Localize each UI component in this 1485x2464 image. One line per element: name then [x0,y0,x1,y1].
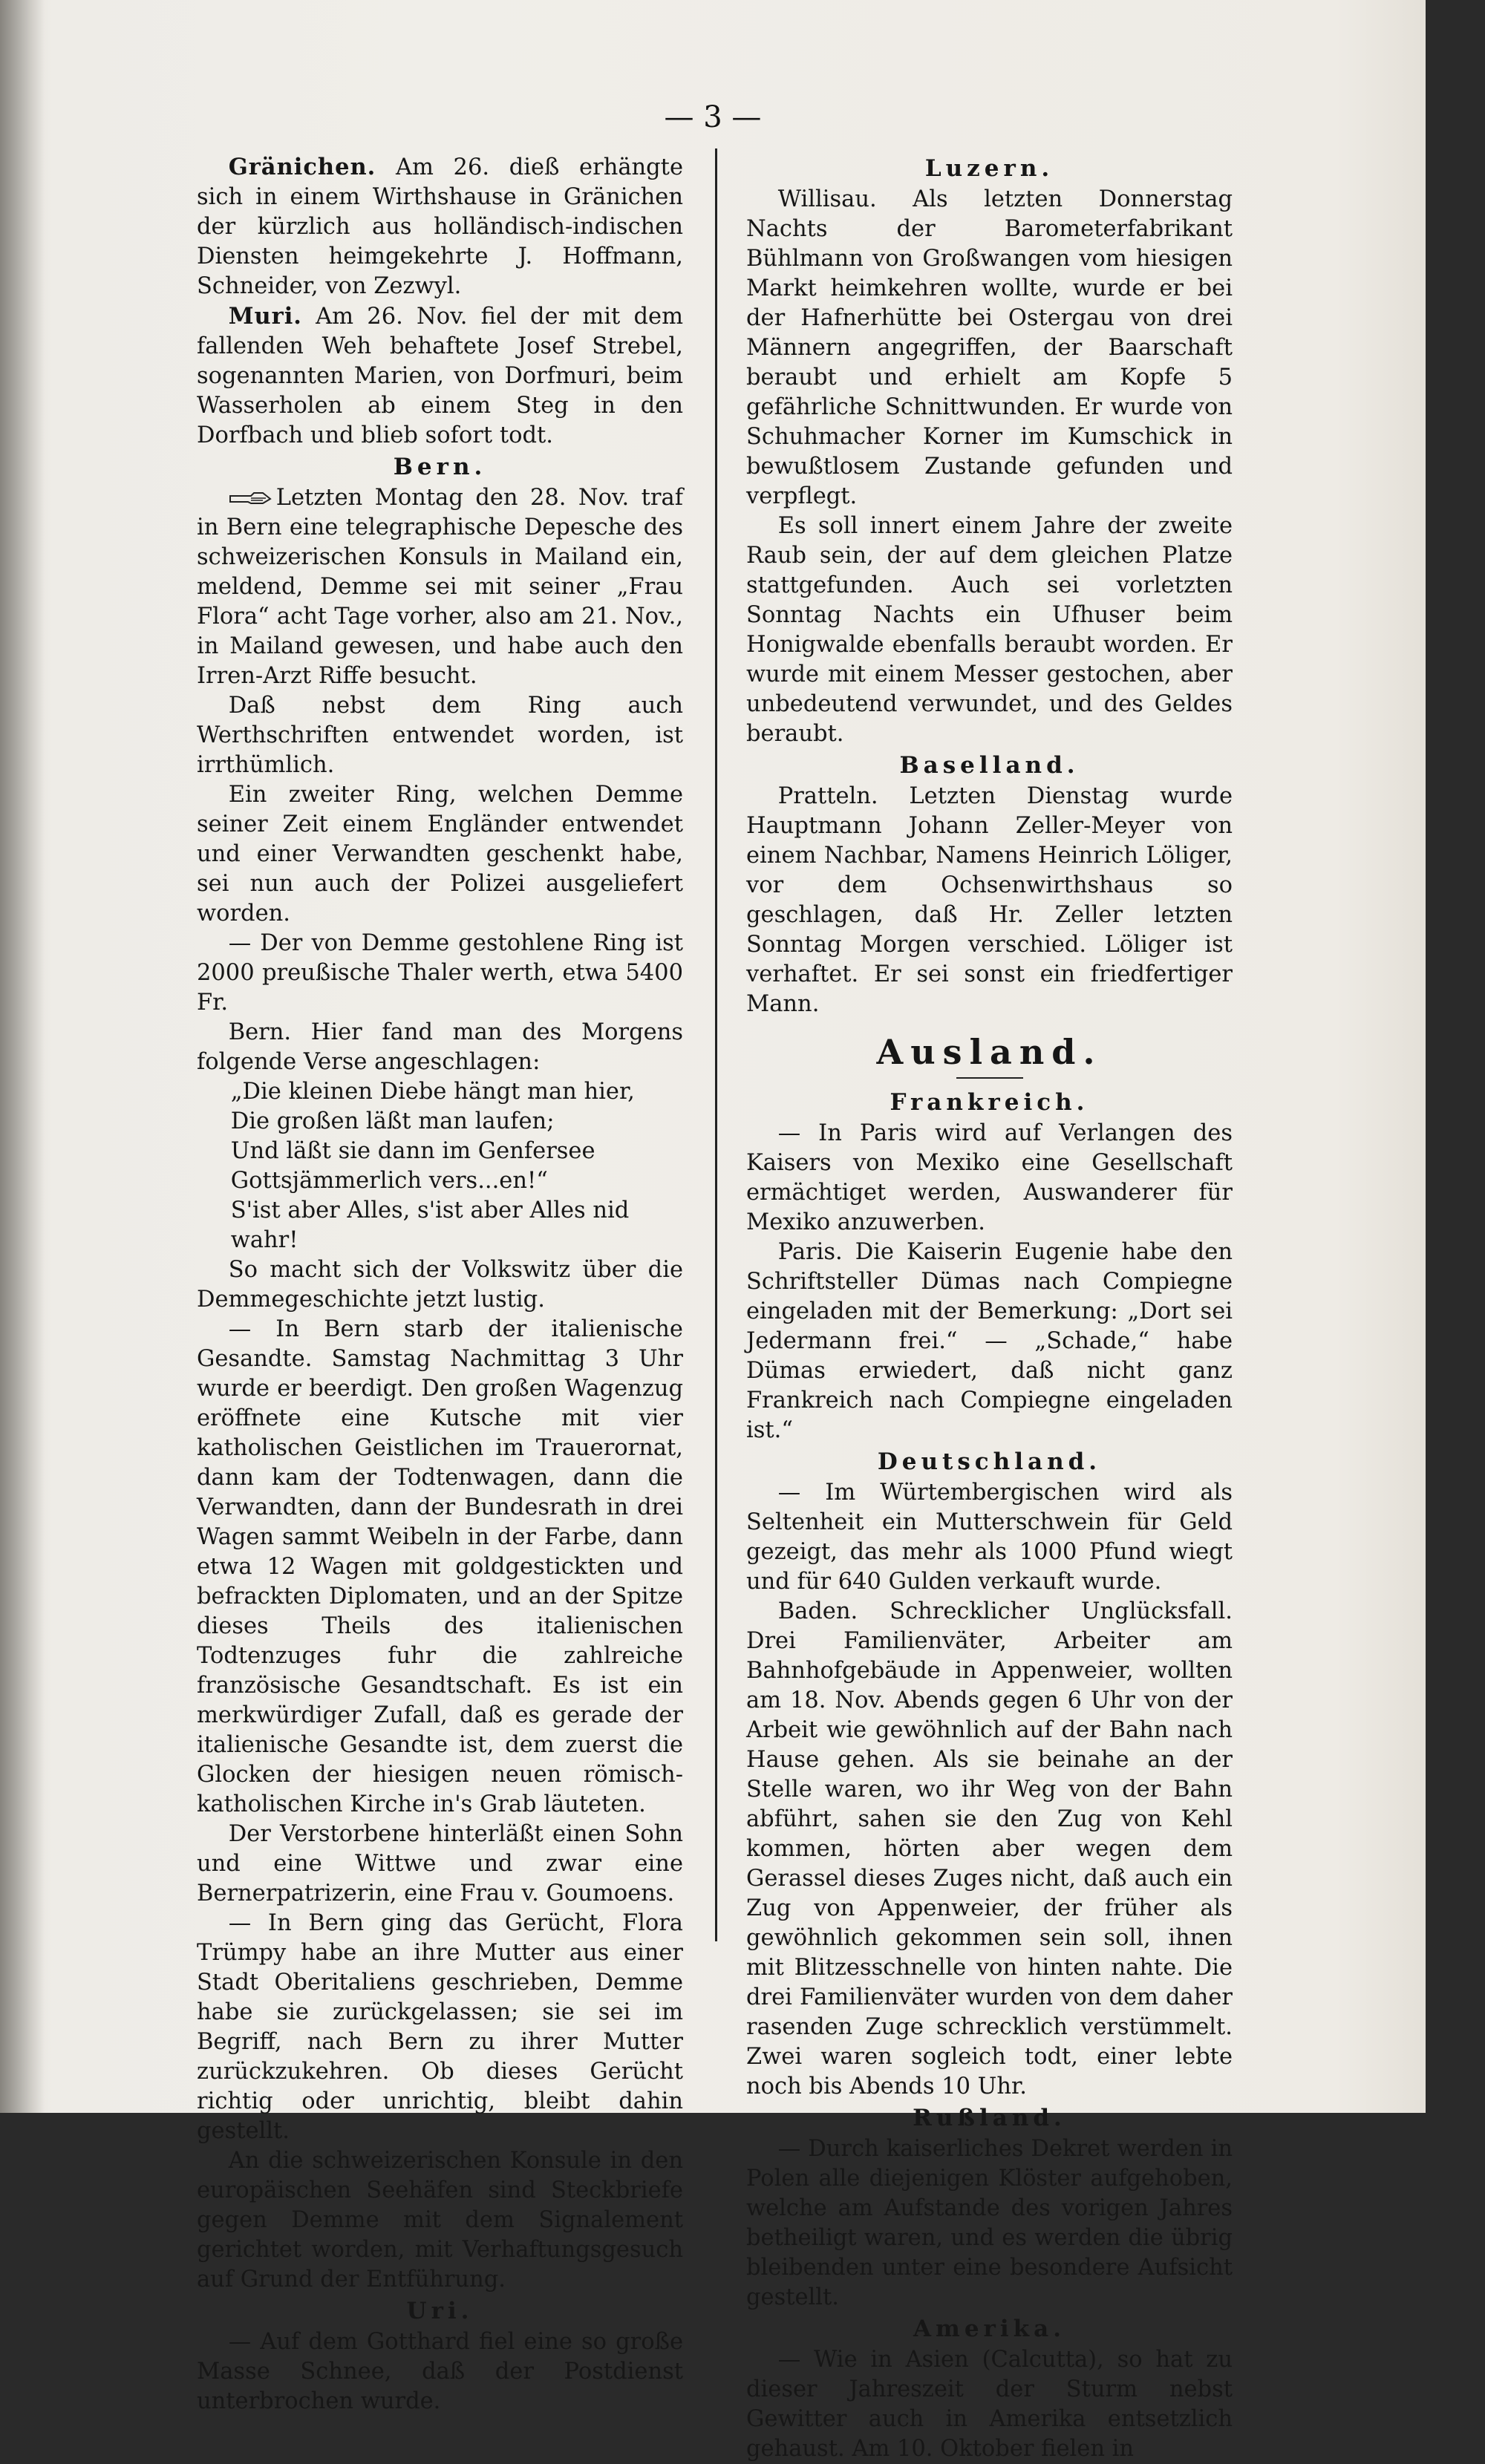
section-heading-bern: Bern. [393,454,487,480]
verse-block [197,1077,683,1255]
place-graenichen: Gränichen. [228,154,376,180]
russland-paragraph: — Durch kaiserliches Dekret werden in Polen alle diejenigen Klöster aufgehoben, welche am Aufstande des vorigen Jahres betheiligt waren, und es werden die übrig bleibenden unter eine besondere Aufsicht gestellt. [746,2136,1233,2310]
bern-paragraph: — In Bern ging das Gerücht, Flora Trümpy habe an ihre Mutter aus einer Stadt Oberitaliens geschrieben, Demme habe sie zurückgelassen; sie sei im Begriff, nach Bern zu ihrer Mutter zurückzukehren. Ob dieses Gerücht richtig oder unrichtig, bleibt dahin gestellt. [197,1910,683,2144]
section-heading-uri: Uri. [406,2298,474,2324]
amerika-paragraph: — Wie in Asien (Calcutta), so hat zu dieser Jahreszeit der Sturm nebst Gewitter auch in Amerika entsetzlich gehaust. Am 10. Oktober fielen in [746,2347,1233,2462]
graenichen-article [197,152,683,301]
frankreich-paragraph: Paris. Die Kaiserin Eugenie habe den Schriftsteller Dümas nach Compiegne eingeladen mit der Bemerkung: „Dort sei Jedermann frei.“ — „Schade,“ habe Dümas erwiedert, daß nicht ganz Frankreich nach Compiegne eingeladen ist.“ [746,1239,1233,1443]
bern-paragraph: So macht sich der Volkswitz über die Demmegeschichte jetzt lustig. [197,1257,683,1313]
uri-paragraph: — Auf dem Gotthard fiel eine so große Masse Schnee, daß der Postdienst unterbrochen wurde. [197,2329,683,2414]
article-text: Am 26. dieß erhängte sich in einem Wirthshause in Gränichen der kürzlich aus holländisch-indischen Diensten heimgekehrte J. Hoffmann, Schneider, von Zezwyl. [197,154,683,299]
article-text: Am 26. Nov. fiel der mit dem fallenden Weh behaftete Josef Strebel, sogenannten Marien, von Dorfmuri, beim Wasserholen ab einem Steg in den Dorfbach und blieb sofort todt. [197,304,683,448]
heading-rule [956,1077,1023,1079]
pointing-hand-icon [229,491,272,506]
section-heading-deutschland: Deutschland. [877,1448,1102,1475]
verse-line: S'ist aber Alles, s'ist aber Alles nid wahr! [230,1197,630,1253]
section-heading-frankreich: Frankreich. [890,1089,1089,1116]
bern-paragraph [197,483,683,691]
page-number: — 3 — [664,100,762,134]
left-column [197,152,683,2416]
bern-paragraph: Der Verstorbene hinterläßt einen Sohn und eine Wittwe und zwar eine Bernerpatrizerin, eine Frau v. Goumoens. [197,1821,683,1906]
bern-paragraph: Ein zweiter Ring, welchen Demme seiner Zeit einem Engländer entwendet und einer Verwandten geschenkt habe, sei nun auch der Polizei ausgeliefert worden. [197,782,683,927]
luzern-paragraph: Es soll innert einem Jahre der zweite Raub sein, der auf dem gleichen Platze stattgefunden. Auch sei vorletzten Sonntag Nachts ein Ufhuser beim Honigwalde ebenfalls beraubt worden. Er wurde mit einem Messer gestochen, aber unbedeutend verwundet, und des Geldes beraubt. [746,513,1233,747]
place-muri: Muri. [228,303,302,330]
bern-paragraph: — In Bern starb der italienische Gesandte. Samstag Nachmittag 3 Uhr wurde er beerdigt. Den großen Wagenzug eröffnete eine Kutsche mit vier katholischen Geistlichen im Trauerornat, dann kam der Todtenwagen, dann die Verwandten, dann der Bundesrath in drei Wagen sammt Weibeln in der Farbe, dann etwa 12 Wagen mit goldgestickten und befrackten Diplomaten, und an der Spitze dieses Theils des italienischen Todtenzuges fuhr die zahlreiche französische Gesandtschaft. Es ist ein merkwürdiger Zufall, daß es gerade der italienische Gesandte ist, dem zuerst die Glocken der hiesigen neuen römisch-katholischen Kirche in's Grab läuteten. [197,1316,683,1817]
deutschland-paragraph: Baden. Schrecklicher Unglücksfall. Drei Familienväter, Arbeiter am Bahnhofgebäude in Appenweier, wollten am 18. Nov. Abends gegen 6 Uhr von der Arbeit wie gewöhnlich auf der Bahn nach Hause gehen. Als sie beinahe an der Stelle waren, wo ihr Weg von der Bahn abführt, sahen sie den Zug von Kehl kommen, hörten aber wegen dem Gerassel dieses Zuges nicht, daß auch ein Zug von Appenweier, der früher als gewöhnlich gekommen sein soll, ihnen mit Blitzesschnelle von hinten nahte. Die drei Familienväter wurden von dem daher rasenden Zuge schrecklich verstümmelt. Zwei waren sogleich todt, einer lebte noch bis Abends 10 Uhr. [746,1598,1233,2099]
binding-shadow [0,0,45,2113]
verse-line: Und läßt sie dann im Genfersee [230,1138,595,1164]
article-text: Letzten Montag den 28. Nov. traf in Bern eine telegraphische Depesche des schweizerischen Konsuls in Mailand ein, meldend, Demme sei mit seiner „Frau Flora“ acht Tage vorher, also am 21. Nov., in Mailand gewesen, und habe auch den Irren-Arzt Riffe besucht. [197,485,683,689]
bern-paragraph: Bern. Hier fand man des Morgens folgende Verse angeschlagen: [197,1019,683,1075]
luzern-paragraph: Willisau. Als letzten Donnerstag Nachts der Barometerfabrikant Bühlmann von Großwangen vom hiesigen Markt heimkehren wollte, wurde er bei der Hafnerhütte bei Ostergau von drei Männern angegriffen, der Baarschaft beraubt und erhielt am Kopfe 5 gefährliche Schnittwunden. Er wurde von Schuhmacher Korner im Kumschick in bewußtlosem Zustande gefunden und verpflegt. [746,186,1233,509]
section-heading-russland: Rußland. [913,2105,1066,2131]
bern-paragraph: — Der von Demme gestohlene Ring ist 2000 preußische Thaler werth, etwa 5400 Fr. [197,930,683,1016]
section-heading-ausland: Ausland. [876,1032,1103,1072]
verse-line: „Die kleinen Diebe hängt man hier, [230,1079,635,1105]
section-heading-luzern: Luzern. [924,155,1054,182]
right-column [746,152,1233,2464]
section-heading-amerika: Amerika. [913,2316,1066,2342]
section-heading-baselland: Baselland. [899,752,1080,779]
muri-article [197,301,683,451]
verse-line: Gottsjämmerlich vers...en!“ [230,1168,548,1194]
verse-line: Die großen läßt man laufen; [230,1108,555,1134]
baselland-paragraph: Pratteln. Letzten Dienstag wurde Hauptmann Johann Zeller-Meyer von einem Nachbar, Namens Heinrich Löliger, vor dem Ochsenwirthshaus so geschlagen, daß Hr. Zeller letzten Sonntag Morgen verschied. Löliger ist verhaftet. Er sei sonst ein friedfertiger Mann. [746,783,1233,1017]
bern-paragraph: An die schweizerischen Konsule in den europäischen Seehäfen sind Steckbriefe gegen Demme mit dem Signalement gerichtet worden, mit Verhaftungsgesuch auf Grund der Entführung. [197,2148,683,2293]
bern-paragraph: Daß nebst dem Ring auch Werthschriften entwendet worden, ist irrthümlich. [197,693,683,778]
column-divider [715,148,717,1941]
deutschland-paragraph: — Im Würtembergischen wird als Seltenheit ein Mutterschwein für Geld gezeigt, das mehr als 1000 Pfund wiegt und für 640 Gulden verkauft wurde. [746,1480,1233,1595]
frankreich-paragraph: — In Paris wird auf Verlangen des Kaisers von Mexiko eine Gesellschaft ermächtiget werden, Auswanderer für Mexiko anzuwerben. [746,1120,1233,1235]
